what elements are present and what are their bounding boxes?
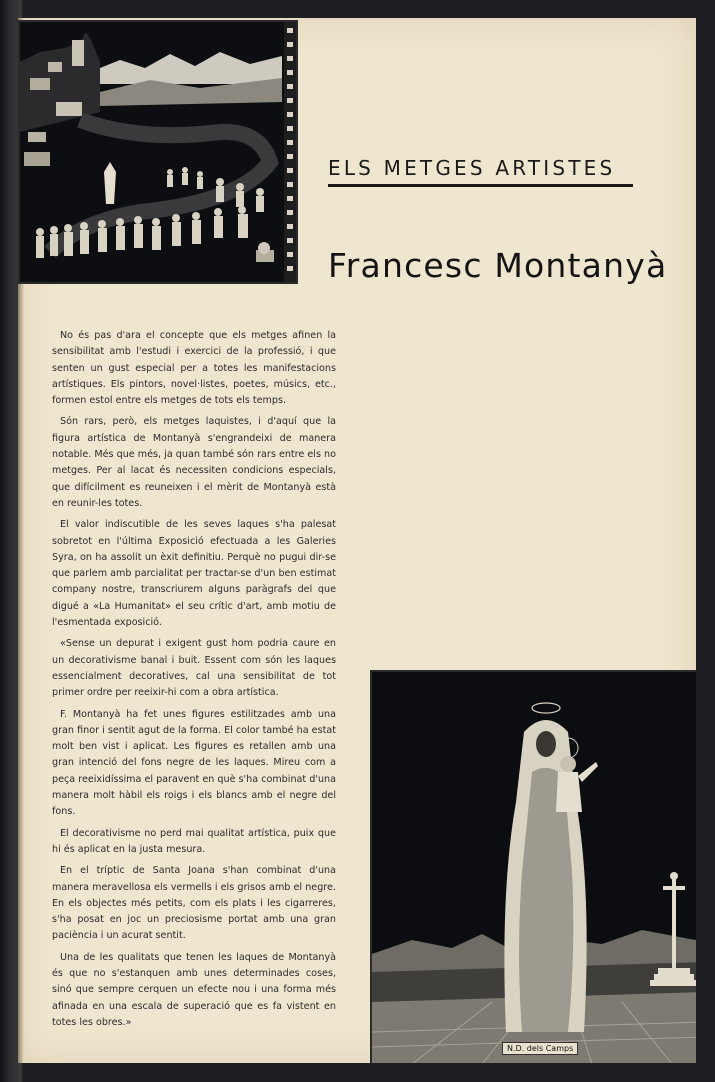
paragraph: Són rars, però, els metges laquistes, i d'aquí que la figura artística de Montanyà s'engrandeixi de manera notable. Més que més, ja quan també són rars entre els no metges. Per al lacat és necessiten condicions especials, que difícilment es reuneixen i el mèrit de Montanyà està en reunir-les totes. (52, 416, 336, 509)
paragraph: En el tríptic de Santa Joana s'han combinat d'una manera meravellosa els vermells i els grisos amb el negre. En els objectes més petits, com els plats i les cigarreres, s'ha posat en joc un preciosisme portat amb una gran paciència i un acurat sentit. (52, 865, 336, 942)
magazine-page (18, 18, 696, 1063)
paragraph: El decorativisme no perd mai qualitat artística, puix que hi és aplicat en la justa mesura. (52, 827, 336, 855)
image-caption: N.D. dels Camps (502, 1042, 578, 1055)
paragraph: Una de les qualitats que tenen les laques de Montanyà és que no s'estanquen amb unes determinades coses, sinó que sempre cerquen un efecte nou i una forma més afinada en una escala de superació que es fa vistent en totes les obres.» (52, 951, 336, 1028)
paragraph: No és pas d'ara el concepte que els metges afinen la sensibilitat amb l'estudi i exercici de la professió, i que senten un gust especial per a totes les manifestacions artístiques. Els pintors, novel·listes, poetes, músics, etc., formen estol entre els metges de tots els temps. (52, 330, 336, 407)
section-heading (328, 156, 633, 187)
article-body (52, 328, 336, 1036)
procession-illustration (20, 22, 296, 282)
section-title: ELS METGES ARTISTES (328, 156, 633, 187)
paragraph: «Sense un depurat i exigent gust hom podria caure en un decorativisme banal i buit. Essent com són les laques essencialment decoratives, cal una sensibilitat de tot primer ordre per reeixir-hi com a obra artística. (52, 638, 336, 699)
madonna-illustration (372, 672, 696, 1063)
article-title: Francesc Montanyà (328, 246, 668, 285)
procession-lacquer-image (18, 20, 298, 284)
madonna-lacquer-image (370, 670, 696, 1063)
paragraph: F. Montanyà ha fet unes figures estilitzades amb una gran finor i sentit agut de la forma. El color també ha estat molt ben vist i aplicat. Les figures es retallen amb una gran intenció del fons negre de les laques. Mireu com a peça reeixidíssima el paravent en què s'ha combinat d'una manera molt hàbil els roigs i els blancs amb el negre del fons. (52, 708, 336, 818)
paragraph: El valor indiscutible de les seves laques s'ha palesat sobretot en l'última Exposició efectuada a les Galeries Syra, on ha assolit un èxit definitiu. Perquè no pugui dir-se que parlem amb parcialitat per tractar-se d'un ben estimat company nostre, transcriurem alguns paràgrafs del que digué a «La Humanitat» el seu crític d'art, amb motiu de l'esmentada exposició. (52, 519, 336, 629)
